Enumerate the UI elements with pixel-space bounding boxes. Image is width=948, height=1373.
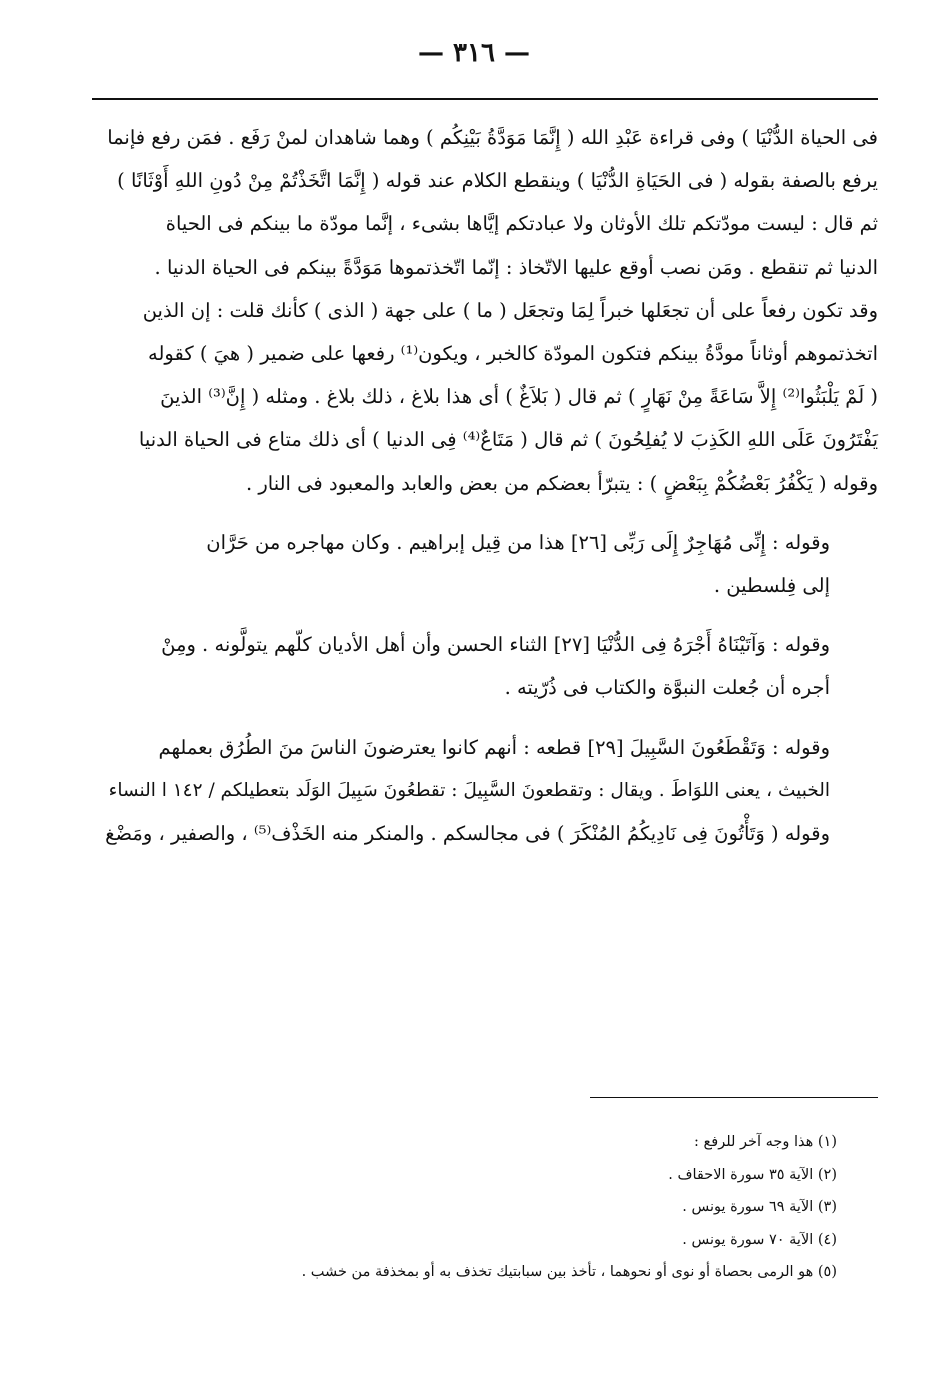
paragraph [92,623,878,709]
text-line: يرفع بالصفة بقوله ( فى الحَيَاةِ الدُّنْيَا ) وينقطع الكلام عند قوله ( إِنَّمَا اتَّخَذْتُمْ مِنْ دُونِ اللهِ أَوْثَانًا ) [117,169,878,193]
paragraph [92,726,878,856]
footnote: (٤) الآية ٧٠ سورة يونس . [682,1231,837,1248]
footnote: (١) هذا وجه آخر للرفع : [694,1134,837,1150]
footnote: (٥) هو الرمى بحصاة أو نوى أو نحوهما ، تأخذ بين سبابتيك تخذف به أو بمخذفة من خشب . [301,1264,837,1280]
page-number: — ٣١٦ — [417,38,531,68]
header-rule [92,98,878,100]
main-text [92,116,878,855]
text-line: وقد تكون رفعاً على أن تجعَلها خبراً لِمَا وتجعَل ( ما ) على جهة ( الذى ) كأنك قلت : إن الذين [142,298,878,322]
text-line: ( لَمْ يَلْبَثُوا⁽²⁾ إِلاَّ سَاعَةً مِنْ نَهَارٍ ) ثم قال ( بَلاَغٌ ) أى هذا بلاغ ، ذلك بلاغ . ومثله ( إِنَّ⁽³⁾ الذينَ [160,385,878,409]
footnote-rule [590,1097,878,1098]
text-line: اتخذتموهم أوثاناً مودَّةُ بينكم فتكون المودّة كالخبر ، ويكون⁽¹⁾ رفعها على ضمير ( هيَ ) كقوله [148,342,878,366]
text-line: فى الحياة الدُّنْيَا ) وفى قراءة عَبْدِ الله ( إِنَّمَا مَوَدَّةُ بَيْنِكُم ) وهما شاهدان لمنْ رَفَع . فمَن رفع فإنما [107,126,878,149]
paragraph [92,521,878,607]
text-line: وقوله : إِنِّى مُهَاجِرٌ إِلَى رَبِّى [٢٦] هذا من قِيل إبراهيم . وكان مهاجره من حَرَّان [206,530,830,554]
footnote: (٣) الآية ٦٩ سورة يونس . [682,1199,837,1215]
text-line: الخبيث ، يعنى اللوَاطَ . ويقال : وتقطعونَ السَّبِيلَ : تقطعُونَ سَبِيلَ الوَلَد بتعطيلكم / ١٤٢ ا النساء [108,779,830,801]
text-line: وقوله ( وَتَأْتُونَ فِى نَادِيكُمُ المُنْكَرَ ) فى مجالسكم . والمنكر منه الخَذْف⁽⁵⁾ ، والصفير ، ومَضْغ [105,822,830,846]
footnotes [92,1126,837,1289]
footnote: (٢) الآية ٣٥ سورة الاحقاف . [668,1166,837,1183]
text-line: أجره أن جُعلت النبوَّة والكتاب فى ذُرّيته . [504,676,830,700]
text-line: وقوله : وَآتَيْنَاهُ أَجْرَهُ فِى الدُّنْيَا [٢٧] الثناء الحسن وأن أهل الأديان كلّهم يتولَّونه . ومِنْ [161,633,830,657]
text-line: الدنيا ثم تنقطع . ومَن نصب أوقع عليها الاتّخاذ : إنّما اتّخذتموها مَوَدَّةً بينكم فى الحياة الدنيا . [154,255,878,279]
text-line: إلى فِلسطين . [713,574,830,598]
text-line: وقوله : وَتَقْطَعُونَ السَّبِيلَ [٢٩] قطعه : أنهم كانوا يعترضونَ الناسَ منَ الطُرُق بعملهم [158,735,830,759]
text-line: يَفْتَرُونَ عَلَى اللهِ الكَذِبَ لا يُفلِحُونَ ) ثم قال ( مَتَاعٌ⁽⁴⁾ فِى الدنيا ) أى ذلك متاع فى الحياة الدنيا [138,428,878,452]
text-line: ثم قال : ليست مودّتكم تلك الأوثان ولا عبادتكم إيَّاها بشىء ، إنَّما مودّة ما بينكم فى الحياة [165,212,878,236]
text-line: وقوله ( يَكْفُرُ بَعْضُكُمْ بِبَعْضٍ ) : يتبرّأ بعضكم من بعض والعابد والمعبود فى النار . [245,471,878,495]
paragraph [92,116,878,505]
